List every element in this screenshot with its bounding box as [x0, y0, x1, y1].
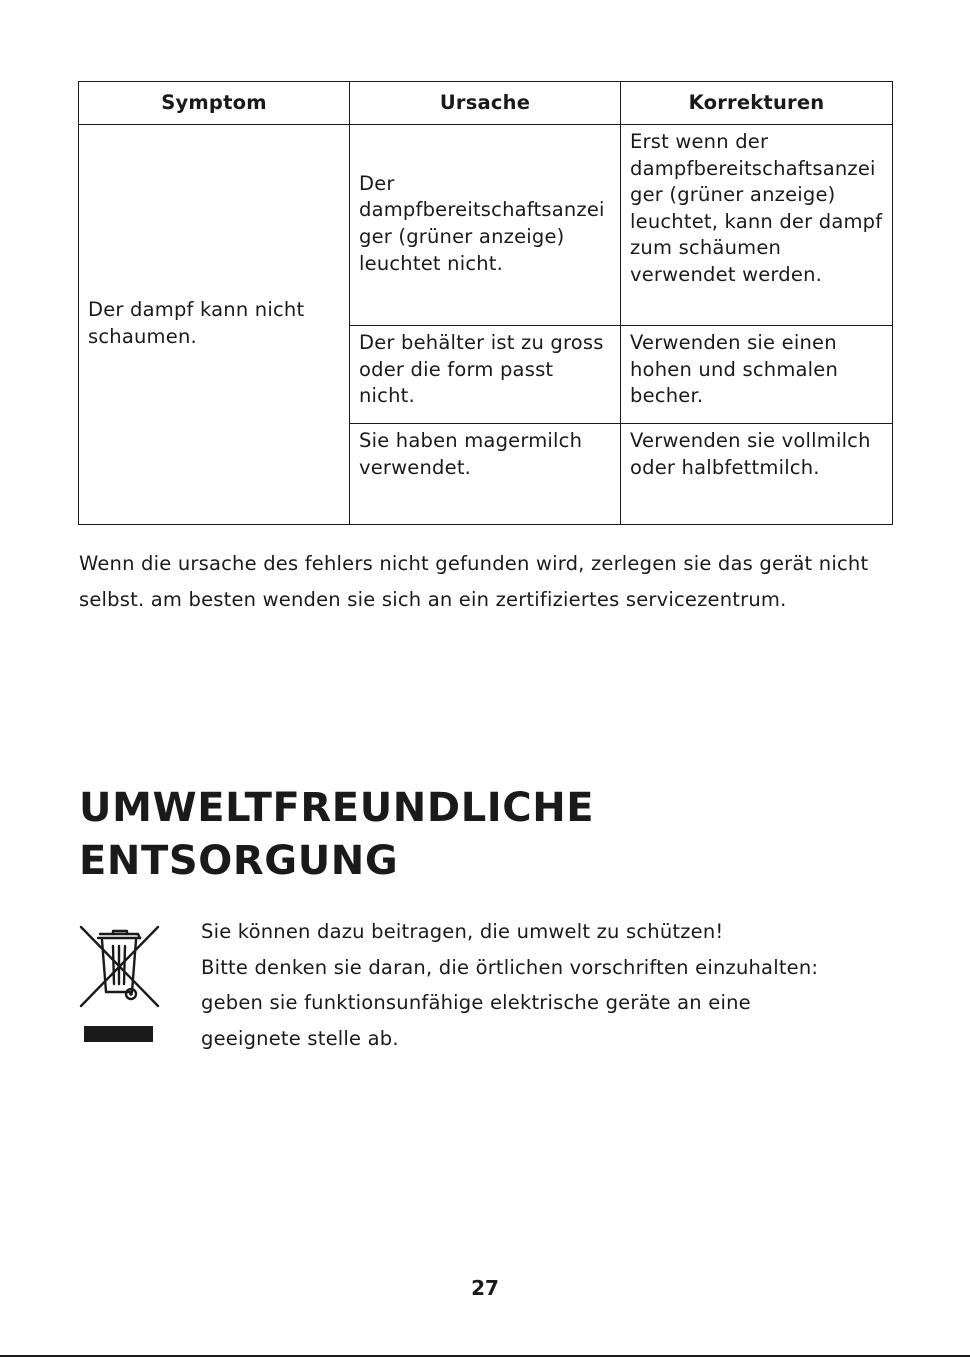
disposal-line: geeignete stelle ab.	[201, 1026, 399, 1050]
section-title-line-2: ENTSORGUNG	[79, 838, 399, 884]
troubleshooting-table	[78, 81, 893, 525]
bottom-divider	[0, 1355, 970, 1357]
correction-cell: Erst wenn der dampfbereitschaftsanzeiger (grüner anzeige) leuchtet, kann der dampf zum schäumen verwendet werden.	[621, 125, 893, 326]
disposal-line: Bitte denken sie daran, die örtlichen vorschriften einzuhalten:	[201, 955, 819, 979]
disposal-line: geben sie funktionsunfähige elektrische geräte an eine	[201, 991, 751, 1015]
correction-cell: Verwenden sie einen hohen und schmalen becher.	[621, 326, 893, 424]
cause-cell: Der behälter ist zu gross oder die form passt nicht.	[350, 326, 621, 424]
cause-cell: Sie haben magermilch verwendet.	[350, 424, 621, 525]
crossed-out-wheelie-bin-icon	[78, 924, 160, 1044]
cause-cell: Der dampfbereitschaftsanzeiger (grüner anzeige) leuchtet nicht.	[350, 125, 621, 326]
table-row	[79, 125, 893, 326]
header-correction: Korrekturen	[621, 82, 893, 125]
section-title-line-1: UMWELTFREUNDLICHE	[79, 785, 595, 831]
symptom-cell: Der dampf kann nicht schaumen.	[79, 125, 350, 525]
disposal-line: Sie können dazu beitragen, die umwelt zu schützen!	[201, 920, 724, 943]
disposal-text	[201, 914, 961, 1056]
table-header-row	[79, 82, 893, 125]
header-cause: Ursache	[350, 82, 621, 125]
section-title	[79, 782, 899, 888]
correction-cell: Verwenden sie vollmilch oder halbfettmilch.	[621, 424, 893, 525]
service-note: Wenn die ursache des fehlers nicht gefunden wird, zerlegen sie das gerät nicht selbst. am besten wenden sie sich an ein zertifiziertes servicezentrum.	[79, 552, 869, 611]
header-symptom: Symptom	[79, 82, 350, 125]
page-number: 27	[471, 1276, 499, 1300]
